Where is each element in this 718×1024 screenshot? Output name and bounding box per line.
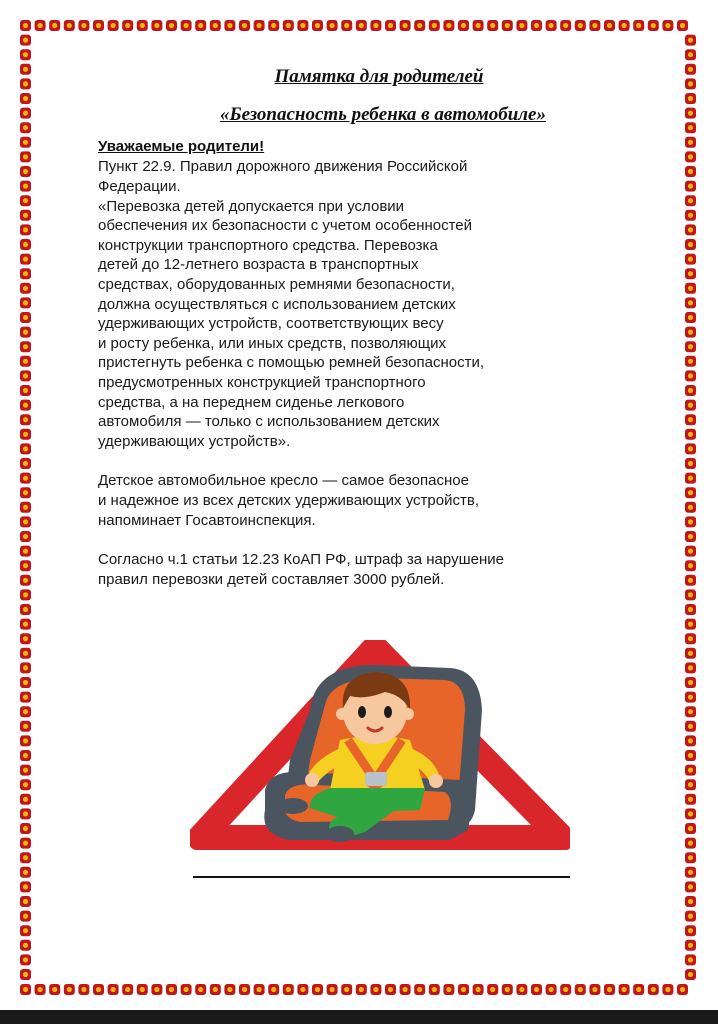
border-ornament: [685, 560, 696, 571]
paragraph-line: и надежное из всех детских удерживающих устройств,: [98, 492, 479, 509]
border-ornament: [20, 151, 31, 162]
border-ornament: [20, 210, 31, 221]
border-ornament: [20, 750, 31, 761]
border-ornament: [49, 984, 60, 995]
border-ornament: [685, 78, 696, 89]
border-ornament: [20, 224, 31, 235]
border-ornament: [78, 20, 89, 31]
border-ornament: [20, 969, 31, 980]
border-ornament: [20, 297, 31, 308]
border-ornament: [356, 984, 367, 995]
border-ornament: [685, 254, 696, 265]
border-ornament: [268, 984, 279, 995]
border-ornament: [20, 122, 31, 133]
border-ornament: [283, 20, 294, 31]
border-ornament: [181, 984, 192, 995]
border-ornament: [546, 984, 557, 995]
border-ornament: [20, 400, 31, 411]
border-ornament: [685, 940, 696, 951]
border-ornament: [20, 414, 31, 425]
border-ornament: [151, 20, 162, 31]
border-ornament: [685, 502, 696, 513]
border-ornament: [400, 984, 411, 995]
border-ornament: [685, 575, 696, 586]
border-ornament: [78, 984, 89, 995]
border-ornament: [487, 20, 498, 31]
border-ornament: [20, 984, 31, 995]
border-ornament: [224, 20, 235, 31]
scan-edge: [0, 1010, 718, 1024]
border-ornament: [685, 677, 696, 688]
border-ornament: [685, 137, 696, 148]
paragraph-line: Детское автомобильное кресло — самое безопасное: [98, 472, 469, 489]
border-ornament: [108, 984, 119, 995]
border-ornament: [685, 370, 696, 381]
paragraph-line: предусмотренных конструкцией транспортного: [98, 374, 426, 391]
border-ornament: [685, 546, 696, 557]
border-ornament: [297, 20, 308, 31]
border-ornament: [685, 867, 696, 878]
border-ornament: [151, 984, 162, 995]
paragraph-line: пристегнуть ребенка с помощью ремней безопасности,: [98, 354, 484, 371]
border-ornament: [20, 49, 31, 60]
border-ornament: [122, 984, 133, 995]
border-ornament: [195, 20, 206, 31]
border-ornament: [283, 984, 294, 995]
border-ornament: [20, 706, 31, 717]
border-ornament: [20, 721, 31, 732]
border-ornament: [685, 662, 696, 673]
border-ornament: [239, 20, 250, 31]
border-ornament: [685, 239, 696, 250]
border-ornament: [633, 20, 644, 31]
border-ornament: [20, 881, 31, 892]
border-ornament: [443, 984, 454, 995]
border-ornament: [20, 312, 31, 323]
paragraph-line: должна осуществляться с использованием детских: [98, 296, 456, 313]
border-ornament: [20, 93, 31, 104]
border-ornament: [20, 765, 31, 776]
border-ornament: [20, 78, 31, 89]
border-ornament: [20, 648, 31, 659]
border-ornament: [685, 356, 696, 367]
border-ornament: [20, 108, 31, 119]
border-ornament: [20, 327, 31, 338]
border-ornament: [685, 268, 696, 279]
border-ornament: [685, 151, 696, 162]
border-ornament: [685, 750, 696, 761]
border-ornament: [685, 779, 696, 790]
border-ornament: [20, 268, 31, 279]
border-ornament: [685, 400, 696, 411]
border-ornament: [108, 20, 119, 31]
border-ornament: [239, 984, 250, 995]
border-ornament: [137, 20, 148, 31]
paragraph-line: удерживающих устройств, соответствующих весу: [98, 315, 444, 332]
border-ornament: [385, 20, 396, 31]
border-ornament: [685, 181, 696, 192]
border-ornament: [429, 20, 440, 31]
border-ornament: [685, 838, 696, 849]
border-ornament: [210, 20, 221, 31]
border-ornament: [327, 984, 338, 995]
border-ornament: [20, 20, 31, 31]
border-ornament: [93, 20, 104, 31]
border-ornament: [604, 984, 615, 995]
border-ornament: [685, 224, 696, 235]
border-ornament: [254, 20, 265, 31]
border-ornament: [685, 414, 696, 425]
page-title: Памятка для родителей: [274, 66, 484, 87]
paragraph-line: Пункт 22.9. Правил дорожного движения Российской: [98, 158, 468, 175]
border-ornament: [685, 604, 696, 615]
border-ornament: [20, 589, 31, 600]
page-subtitle: «Безопасность ребенка в автомобиле»: [220, 104, 546, 125]
greeting: Уважаемые родители!: [98, 138, 265, 155]
border-ornament: [685, 35, 696, 46]
border-ornament: [20, 925, 31, 936]
border-ornament: [677, 20, 688, 31]
border-ornament: [20, 429, 31, 440]
border-ornament: [20, 239, 31, 250]
border-ornament: [685, 721, 696, 732]
border-ornament: [20, 166, 31, 177]
border-ornament: [685, 385, 696, 396]
border-ornament: [20, 283, 31, 294]
border-ornament: [20, 692, 31, 703]
border-ornament: [20, 531, 31, 542]
border-ornament: [20, 911, 31, 922]
border-ornament: [166, 984, 177, 995]
paragraph-line: детей до 12-летнего возраста в транспортных: [98, 256, 419, 273]
border-ornament: [502, 20, 513, 31]
border-ornament: [685, 531, 696, 542]
border-ornament: [604, 20, 615, 31]
border-ornament: [619, 984, 630, 995]
border-ornament: [20, 633, 31, 644]
border-ornament: [685, 896, 696, 907]
border-ornament: [685, 794, 696, 805]
border-ornament: [20, 823, 31, 834]
border-ornament: [575, 984, 586, 995]
border-ornament: [502, 984, 513, 995]
border-ornament: [181, 20, 192, 31]
border-ornament: [20, 370, 31, 381]
paragraph-line: обеспечения их безопасности с учетом особенностей: [98, 217, 473, 234]
border-ornament: [685, 210, 696, 221]
border-ornament: [560, 984, 571, 995]
border-ornament: [685, 619, 696, 630]
border-ornament: [546, 20, 557, 31]
border-ornament: [685, 852, 696, 863]
border-ornament: [341, 984, 352, 995]
border-ornament: [35, 984, 46, 995]
border-ornament: [685, 49, 696, 60]
border-ornament: [64, 20, 75, 31]
border-ornament: [20, 137, 31, 148]
border-ornament: [20, 604, 31, 615]
border-ornament: [685, 341, 696, 352]
child-car-seat-warning-sign-icon: [190, 640, 570, 850]
border-ornament: [20, 896, 31, 907]
border-ornament: [341, 20, 352, 31]
border-ornament: [20, 64, 31, 75]
border-ornament: [327, 20, 338, 31]
border-ornament: [685, 64, 696, 75]
signature-line: [193, 876, 570, 878]
border-ornament: [20, 35, 31, 46]
border-ornament: [370, 20, 381, 31]
border-ornament: [268, 20, 279, 31]
border-ornament: [648, 20, 659, 31]
border-ornament: [685, 458, 696, 469]
border-ornament: [20, 735, 31, 746]
border-ornament: [20, 808, 31, 819]
border-ornament: [224, 984, 235, 995]
border-ornament: [685, 195, 696, 206]
border-ornament: [685, 327, 696, 338]
border-ornament: [619, 20, 630, 31]
border-ornament: [20, 867, 31, 878]
border-ornament: [20, 662, 31, 673]
border-ornament: [429, 984, 440, 995]
border-ornament: [20, 560, 31, 571]
border-ornament: [685, 954, 696, 965]
border-ornament: [685, 808, 696, 819]
border-ornament: [473, 984, 484, 995]
border-ornament: [685, 312, 696, 323]
border-ornament: [685, 283, 696, 294]
border-ornament: [312, 20, 323, 31]
border-ornament: [20, 356, 31, 367]
border-ornament: [20, 458, 31, 469]
border-ornament: [20, 779, 31, 790]
border-ornament: [20, 473, 31, 484]
border-ornament: [20, 181, 31, 192]
border-ornament: [685, 706, 696, 717]
border-ornament: [685, 429, 696, 440]
border-ornament: [385, 984, 396, 995]
border-ornament: [575, 20, 586, 31]
border-ornament: [20, 341, 31, 352]
paragraph-line: удерживающих устройств».: [98, 433, 291, 450]
border-ornament: [560, 20, 571, 31]
border-ornament: [473, 20, 484, 31]
border-ornament: [685, 881, 696, 892]
border-ornament: [20, 677, 31, 688]
border-ornament: [64, 984, 75, 995]
paragraph-line: средствах, оборудованных ремнями безопасности,: [98, 276, 455, 293]
border-ornament: [35, 20, 46, 31]
border-ornament: [531, 20, 542, 31]
border-ornament: [20, 838, 31, 849]
border-ornament: [20, 254, 31, 265]
border-ornament: [20, 794, 31, 805]
border-ornament: [20, 385, 31, 396]
border-ornament: [93, 984, 104, 995]
border-ornament: [685, 516, 696, 527]
border-ornament: [20, 852, 31, 863]
border-ornament: [166, 20, 177, 31]
border-ornament: [20, 546, 31, 557]
border-ornament: [633, 984, 644, 995]
paragraph-line: правил перевозки детей составляет 3000 рублей.: [98, 571, 445, 588]
border-ornament: [685, 692, 696, 703]
paragraph-line: и росту ребенка, или иных средств, позволяющих: [98, 335, 446, 352]
border-ornament: [414, 20, 425, 31]
border-ornament: [531, 984, 542, 995]
border-ornament: [685, 589, 696, 600]
border-ornament: [685, 969, 696, 980]
paragraph-line: конструкции транспортного средства. Перевозка: [98, 237, 438, 254]
border-ornament: [516, 20, 527, 31]
border-ornament: [589, 984, 600, 995]
border-ornament: [195, 984, 206, 995]
border-ornament: [20, 502, 31, 513]
border-ornament: [662, 984, 673, 995]
border-ornament: [20, 575, 31, 586]
border-ornament: [49, 20, 60, 31]
border-ornament: [685, 648, 696, 659]
border-ornament: [685, 297, 696, 308]
border-ornament: [685, 473, 696, 484]
border-ornament: [685, 108, 696, 119]
border-ornament: [685, 823, 696, 834]
border-ornament: [312, 984, 323, 995]
border-ornament: [458, 984, 469, 995]
border-ornament: [677, 984, 688, 995]
border-ornament: [20, 940, 31, 951]
border-ornament: [685, 122, 696, 133]
border-ornament: [20, 954, 31, 965]
border-ornament: [414, 984, 425, 995]
border-ornament: [210, 984, 221, 995]
border-ornament: [122, 20, 133, 31]
border-ornament: [685, 765, 696, 776]
border-ornament: [648, 984, 659, 995]
border-ornament: [662, 20, 673, 31]
border-ornament: [685, 925, 696, 936]
border-ornament: [297, 984, 308, 995]
border-ornament: [137, 984, 148, 995]
border-ornament: [685, 633, 696, 644]
border-ornament: [20, 195, 31, 206]
border-ornament: [400, 20, 411, 31]
border-ornament: [685, 166, 696, 177]
border-ornament: [254, 984, 265, 995]
border-ornament: [370, 984, 381, 995]
border-ornament: [20, 487, 31, 498]
border-ornament: [487, 984, 498, 995]
border-ornament: [685, 735, 696, 746]
border-ornament: [20, 516, 31, 527]
border-ornament: [356, 20, 367, 31]
border-ornament: [685, 911, 696, 922]
paragraph-line: «Перевозка детей допускается при условии: [98, 198, 405, 215]
border-ornament: [685, 93, 696, 104]
border-ornament: [516, 984, 527, 995]
border-ornament: [685, 487, 696, 498]
border-ornament: [685, 443, 696, 454]
paragraph-line: Согласно ч.1 статьи 12.23 КоАП РФ, штраф за нарушение: [98, 551, 504, 568]
paragraph-line: напоминает Госавтоинспекция.: [98, 512, 316, 529]
paragraph-line: Федерации.: [98, 178, 181, 195]
paragraph-line: автомобиля — только с использованием детских: [98, 413, 440, 430]
border-ornament: [20, 443, 31, 454]
border-ornament: [20, 619, 31, 630]
border-ornament: [589, 20, 600, 31]
border-ornament: [458, 20, 469, 31]
paragraph-line: средства, а на переднем сиденье легкового: [98, 394, 405, 411]
border-ornament: [443, 20, 454, 31]
